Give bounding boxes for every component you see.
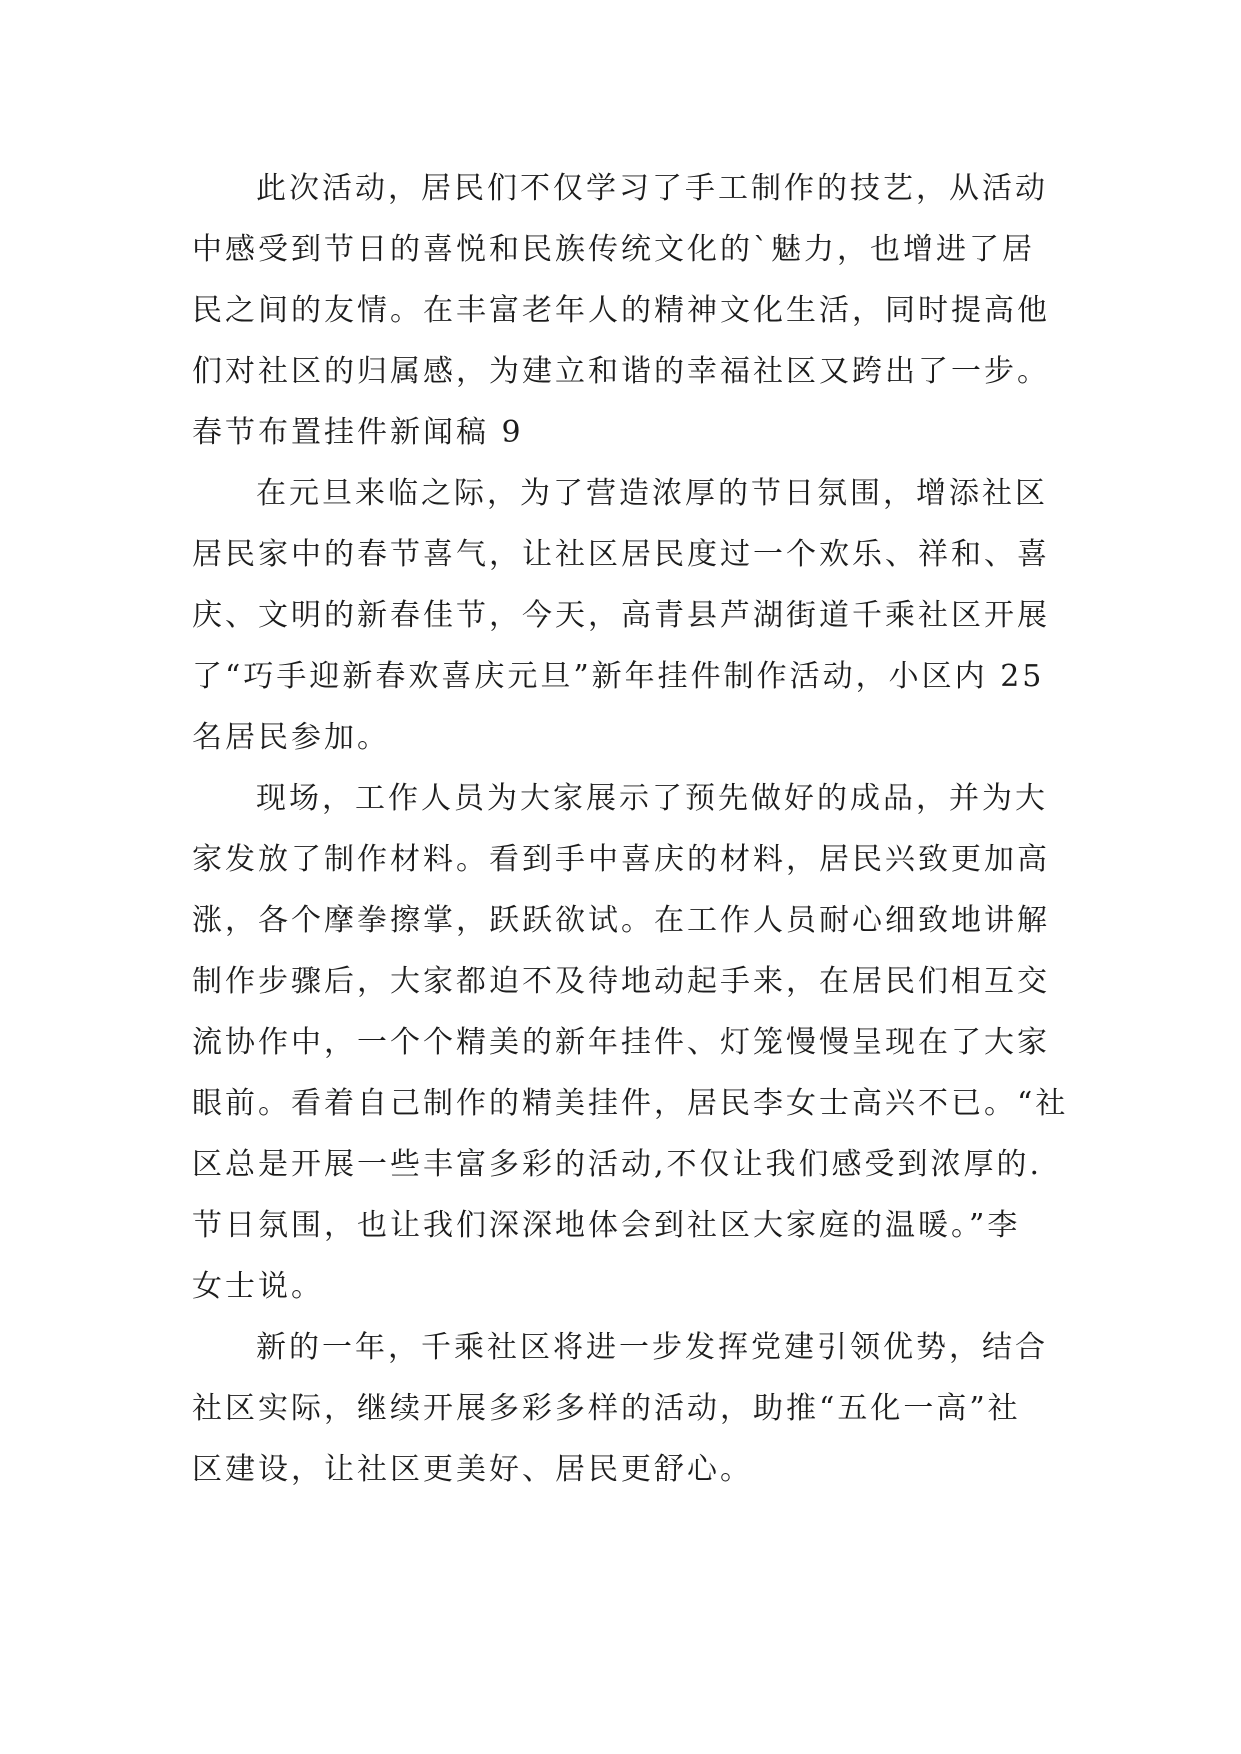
- text-line: 了“巧手迎新春欢喜庆元旦”新年挂件制作活动，小区内 25: [192, 659, 1045, 694]
- text-line: 名居民参加。: [192, 720, 390, 755]
- text-line: 居民家中的春节喜气，让社区居民度过一个欢乐、祥和、喜: [192, 537, 1050, 572]
- text-line: 民之间的友情。在丰富老年人的精神文化生活，同时提高他: [192, 293, 1050, 328]
- text-line: 制作步骤后，大家都迫不及待地动起手来，在居民们相互交: [192, 964, 1050, 999]
- text-line: 社区实际，继续开展多彩多样的活动，助推“五化一高”社: [192, 1391, 1021, 1426]
- section-heading: 春节布置挂件新闻稿 9: [192, 415, 524, 450]
- text-line: 中感受到节日的喜悦和民族传统文化的`魅力，也增进了居: [192, 232, 1035, 267]
- text-line: 节日氛围，也让我们深深地体会到社区大家庭的温暖。”李: [192, 1208, 1021, 1243]
- text-line: 涨，各个摩拳擦掌，跃跃欲试。在工作人员耐心细致地讲解: [192, 903, 1050, 938]
- text-line: 庆、文明的新春佳节，今天，高青县芦湖街道千乘社区开展: [192, 598, 1050, 633]
- text-line: 在元旦来临之际，为了营造浓厚的节日氛围，增添社区: [256, 476, 1048, 511]
- text-line: 流协作中，一个个精美的新年挂件、灯笼慢慢呈现在了大家: [192, 1025, 1050, 1060]
- text-line: 现场，工作人员为大家展示了预先做好的成品，并为大: [256, 781, 1048, 816]
- text-line: 区总是开展一些丰富多彩的活动,不仅让我们感受到浓厚的.: [192, 1147, 1043, 1182]
- text-line: 们对社区的归属感，为建立和谐的幸福社区又跨出了一步。: [192, 354, 1050, 389]
- text-line: 此次活动，居民们不仅学习了手工制作的技艺，从活动: [256, 171, 1048, 206]
- text-line: 家发放了制作材料。看到手中喜庆的材料，居民兴致更加高: [192, 842, 1050, 877]
- text-line: 新的一年，千乘社区将进一步发挥党建引领优势，结合: [256, 1330, 1048, 1365]
- text-line: 女士说。: [192, 1269, 324, 1304]
- text-line: 区建设，让社区更美好、居民更舒心。: [192, 1452, 753, 1487]
- text-line: 眼前。看着自己制作的精美挂件，居民李女士高兴不已。“社: [192, 1086, 1069, 1121]
- document-body: [192, 158, 1069, 1500]
